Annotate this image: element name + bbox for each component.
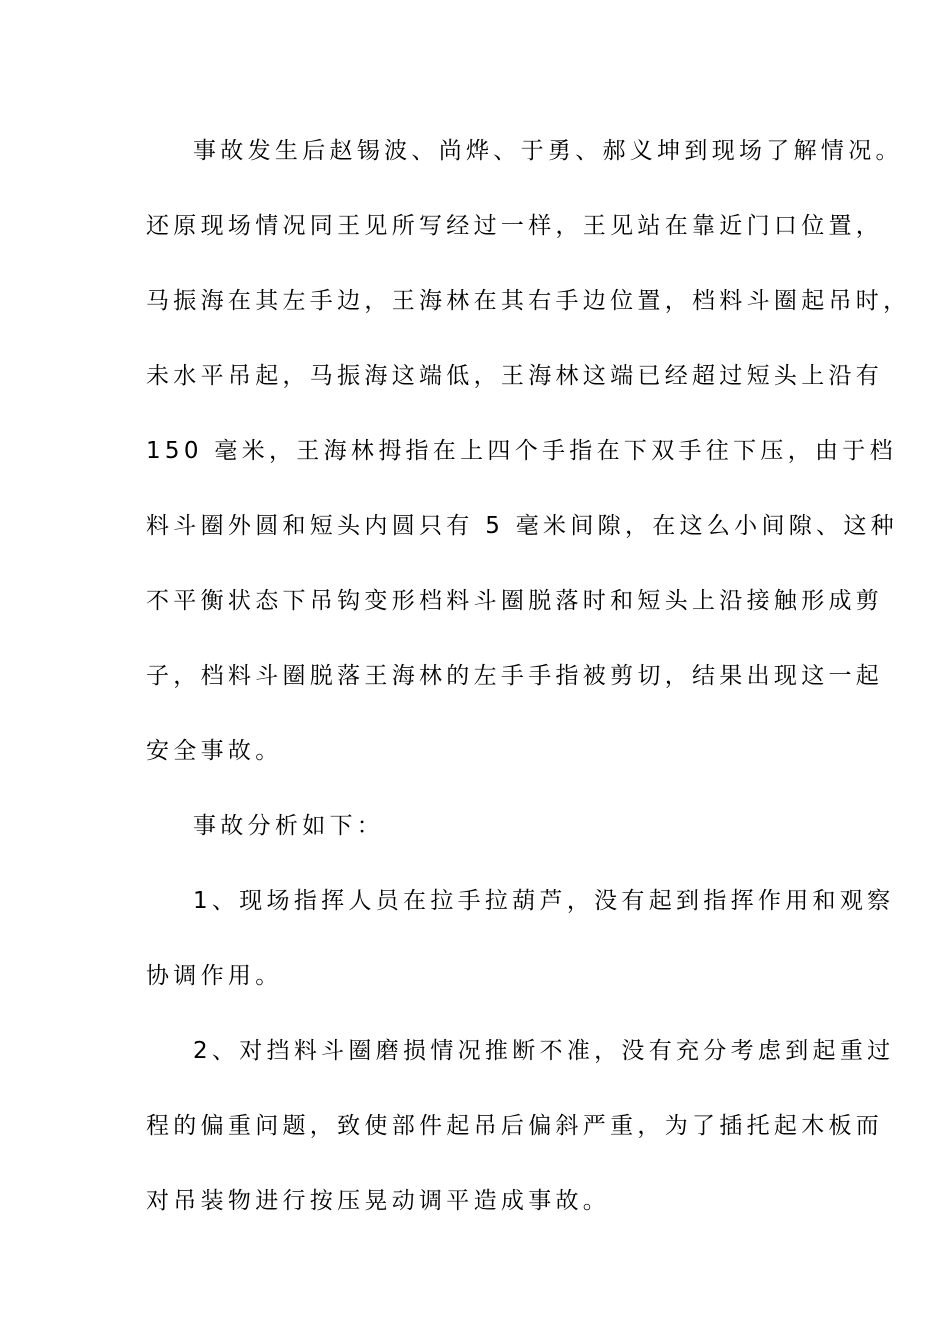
paragraph-line: 未水平吊起，马振海这端低，王海林这端已经超过短头上沿有	[146, 363, 884, 389]
paragraph-line: 不平衡状态下吊钩变形档料斗圈脱落时和短头上沿接触形成剪	[146, 588, 884, 614]
paragraph-line: 马振海在其左手边，王海林在其右手边位置，档料斗圈起吊时，	[146, 288, 911, 314]
section-heading: 事故分析如下：	[193, 813, 385, 839]
list-item-line: 协调作用。	[146, 963, 283, 989]
paragraph-line: 事故发生后赵锡波、尚烨、于勇、郝义坤到现场了解情况。	[193, 138, 903, 164]
paragraph-line: 子，档料斗圈脱落王海林的左手手指被剪切，结果出现这一起	[146, 663, 884, 689]
paragraph-line: 料斗圈外圆和短头内圆只有 5 毫米间隙，在这么小间隙、这种	[146, 513, 898, 539]
list-item-line: 1、现场指挥人员在拉手拉葫芦，没有起到指挥作用和观察	[193, 888, 895, 914]
paragraph-line: 安全事故。	[146, 738, 283, 764]
list-item-line: 程的偏重问题，致使部件起吊后偏斜严重，为了插托起木板而	[146, 1113, 884, 1139]
paragraph-line: 还原现场情况同王见所写经过一样，王见站在靠近门口位置，	[146, 213, 884, 239]
list-item-line: 对吊装物进行按压晃动调平造成事故。	[146, 1188, 611, 1214]
paragraph-line: 150 毫米，王海林拇指在上四个手指在下双手往下压，由于档	[146, 438, 897, 464]
list-item-line: 2、对挡料斗圈磨损情况推断不准，没有充分考虑到起重过	[193, 1038, 895, 1064]
